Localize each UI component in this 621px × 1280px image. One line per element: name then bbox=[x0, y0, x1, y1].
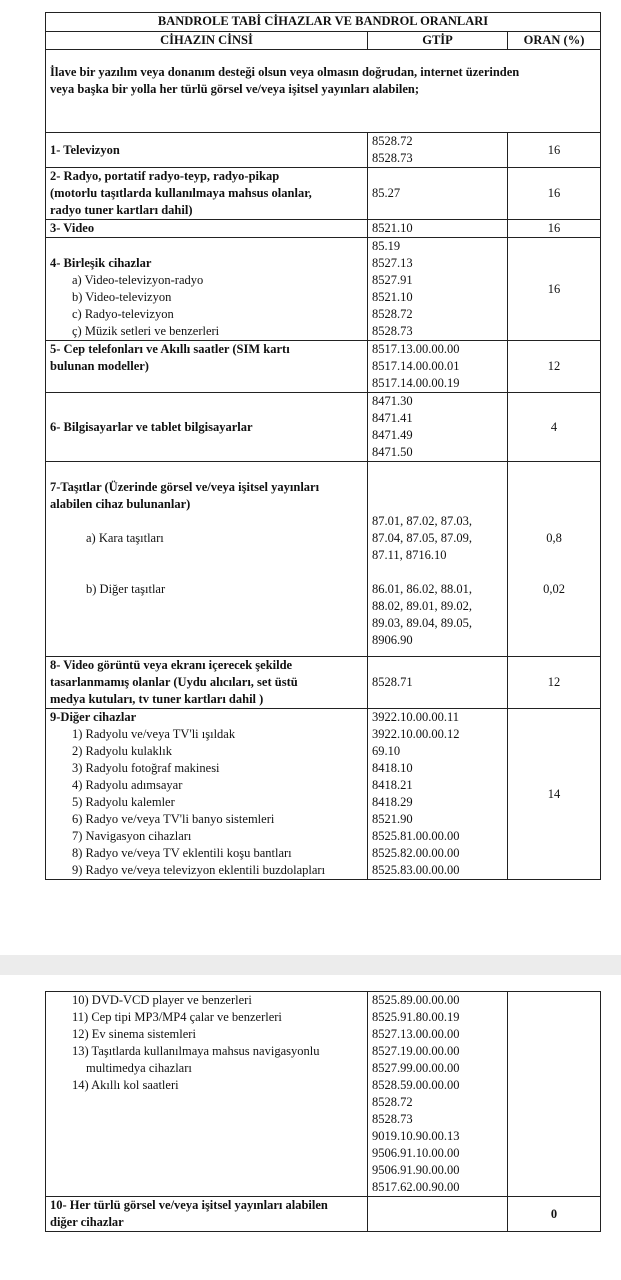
tariff-table-continued bbox=[45, 991, 601, 1232]
name-line: (motorlu taşıtlarda kullanılmaya mahsus olanlar, bbox=[50, 186, 312, 200]
gtip-code: 8528.72 bbox=[372, 1095, 413, 1109]
name-line: radyo tuner kartları dahil) bbox=[50, 203, 193, 217]
gtip-code: 8517.14.00.00.01 bbox=[372, 359, 460, 373]
list-item: 12) Ev sinema sistemleri bbox=[72, 1027, 196, 1041]
intro-row bbox=[46, 50, 601, 133]
intro-text bbox=[46, 50, 601, 133]
row-8-name bbox=[46, 657, 368, 709]
gtip-code: 8418.10 bbox=[372, 761, 413, 775]
row-1-rate: 16 bbox=[508, 133, 601, 168]
list-item: 2) Radyolu kulaklık bbox=[72, 744, 172, 758]
row-9-continued-gtip bbox=[368, 992, 508, 1197]
gtip-code: 8471.41 bbox=[372, 411, 413, 425]
row-8-rate: 12 bbox=[508, 657, 601, 709]
row-10-gtip bbox=[368, 1197, 508, 1232]
row-9-gtip bbox=[368, 709, 508, 880]
table-row bbox=[46, 393, 601, 462]
row-6-name: 6- Bilgisayarlar ve tablet bilgisayarlar bbox=[46, 393, 368, 462]
gtip-code: 8471.49 bbox=[372, 428, 413, 442]
table-row bbox=[46, 462, 601, 657]
row-6-rate: 4 bbox=[508, 393, 601, 462]
row-2-name bbox=[46, 168, 368, 220]
row-1-name: 1- Televizyon bbox=[46, 133, 368, 168]
gtip-code: 3922.10.00.00.11 bbox=[372, 710, 460, 724]
list-item: a) Video-televizyon-radyo bbox=[72, 273, 204, 287]
name-line: 5- Cep telefonları ve Akıllı saatler (SIM kartı bbox=[50, 342, 290, 356]
row-9-continued-rate bbox=[508, 992, 601, 1197]
row-9-continued-name bbox=[46, 992, 368, 1197]
gtip-code: 8528.73 bbox=[372, 151, 413, 165]
sub-item-land-vehicles: a) Kara taşıtları bbox=[86, 531, 164, 545]
gtip-code: 8527.91 bbox=[372, 273, 413, 287]
gtip-code: 8527.13.00.00.00 bbox=[372, 1027, 460, 1041]
row-5-rate: 12 bbox=[508, 341, 601, 393]
gtip-code: 8517.14.00.00.19 bbox=[372, 376, 460, 390]
table-row bbox=[46, 238, 601, 341]
name-line: bulunan modeller) bbox=[50, 359, 149, 373]
gtip-code: 8528.72 bbox=[372, 134, 413, 148]
row-9-name bbox=[46, 709, 368, 880]
row-6-gtip bbox=[368, 393, 508, 462]
gtip-code: 8528.73 bbox=[372, 324, 413, 338]
gtip-code: 8525.89.00.00.00 bbox=[372, 993, 460, 1007]
table-row bbox=[46, 168, 601, 220]
gtip-code: 8527.19.00.00.00 bbox=[372, 1044, 460, 1058]
list-item: 11) Cep tipi MP3/MP4 çalar ve benzerleri bbox=[72, 1010, 282, 1024]
name-line: 7-Taşıtlar (Üzerinde görsel ve/veya işitsel yayınları bbox=[50, 480, 320, 494]
row-5-name bbox=[46, 341, 368, 393]
table-row bbox=[46, 657, 601, 709]
table-row bbox=[46, 709, 601, 880]
name-line: 10- Her türlü görsel ve/veya işitsel yayınları alabilen bbox=[50, 1198, 328, 1212]
table-title-row bbox=[46, 13, 601, 32]
list-item: 3) Radyolu fotoğraf makinesi bbox=[72, 761, 220, 775]
name-line: tasarlanmamış olanlar (Uydu alıcıları, set üstü bbox=[50, 675, 298, 689]
name-line: medya kutuları, tv tuner kartları dahil ) bbox=[50, 692, 264, 706]
row-8-gtip: 8528.71 bbox=[368, 657, 508, 709]
row-7-gtip bbox=[368, 462, 508, 657]
gtip-code: 8521.90 bbox=[372, 812, 413, 826]
gtip-code: 86.01, 86.02, 88.01, bbox=[372, 582, 472, 596]
list-item: c) Radyo-televizyon bbox=[72, 307, 174, 321]
gtip-code: 8471.30 bbox=[372, 394, 413, 408]
name-line: 9-Diğer cihazlar bbox=[50, 710, 137, 724]
row-10-name bbox=[46, 1197, 368, 1232]
gtip-code: 8521.10 bbox=[372, 290, 413, 304]
gtip-code: 88.02, 89.01, 89.02, bbox=[372, 599, 472, 613]
row-9-rate: 14 bbox=[508, 709, 601, 880]
spacer bbox=[50, 598, 363, 656]
gtip-code: 8525.82.00.00.00 bbox=[372, 846, 460, 860]
row-7-rate bbox=[508, 462, 601, 657]
gtip-code: 8525.91.80.00.19 bbox=[372, 1010, 460, 1024]
table-row bbox=[46, 1197, 601, 1232]
list-item: multimedya cihazları bbox=[86, 1061, 192, 1075]
name-line: 8- Video görüntü veya ekranı içerecek şekilde bbox=[50, 658, 293, 672]
list-item: ç) Müzik setleri ve benzerleri bbox=[72, 324, 220, 338]
gtip-code: 8418.29 bbox=[372, 795, 413, 809]
gtip-code: 8527.13 bbox=[372, 256, 413, 270]
gtip-code: 8528.59.00.00.00 bbox=[372, 1078, 460, 1092]
gtip-code: 69.10 bbox=[372, 744, 401, 758]
row-3-gtip: 8521.10 bbox=[368, 220, 508, 238]
row-5-gtip bbox=[368, 341, 508, 393]
header-gtip: GTİP bbox=[368, 32, 508, 50]
row-3-name: 3- Video bbox=[46, 220, 368, 238]
intro-line: veya başka bir yolla her türlü görsel ve/veya işitsel yayınları alabilen; bbox=[50, 82, 419, 96]
name-line: diğer cihazlar bbox=[50, 1215, 124, 1229]
row-1-gtip bbox=[368, 133, 508, 168]
list-item: 14) Akıllı kol saatleri bbox=[72, 1078, 179, 1092]
row-7-name bbox=[46, 462, 368, 657]
list-item: 7) Navigasyon cihazları bbox=[72, 829, 192, 843]
gtip-code: 8525.81.00.00.00 bbox=[372, 829, 460, 843]
rate-other-vehicles: 0,02 bbox=[543, 582, 565, 596]
gtip-code: 8525.83.00.00.00 bbox=[372, 863, 460, 877]
tariff-table bbox=[45, 12, 601, 880]
table-row bbox=[46, 220, 601, 238]
row-4-name bbox=[46, 238, 368, 341]
row-2-gtip: 85.27 bbox=[368, 168, 508, 220]
header-device-type: CİHAZIN CİNSİ bbox=[46, 32, 368, 50]
table-title: BANDROLE TABİ CİHAZLAR VE BANDROL ORANLARI bbox=[46, 13, 601, 32]
gtip-code: 9506.91.10.00.00 bbox=[372, 1146, 460, 1160]
name-line: 4- Birleşik cihazlar bbox=[50, 256, 152, 270]
gtip-code: 3922.10.00.00.12 bbox=[372, 727, 460, 741]
name-line: 2- Radyo, portatif radyo-teyp, radyo-pikap bbox=[50, 169, 280, 183]
gtip-code: 8517.62.00.90.00 bbox=[372, 1180, 460, 1194]
gtip-code: 8471.50 bbox=[372, 445, 413, 459]
header-rate: ORAN (%) bbox=[508, 32, 601, 50]
list-item: 1) Radyolu ve/veya TV'li ışıldak bbox=[72, 727, 236, 741]
rate-land-vehicles: 0,8 bbox=[546, 531, 562, 545]
list-item: 4) Radyolu adımsayar bbox=[72, 778, 183, 792]
table-row bbox=[46, 133, 601, 168]
gtip-code: 89.03, 89.04, 89.05, bbox=[372, 616, 472, 630]
gtip-code: 85.19 bbox=[372, 239, 401, 253]
table-header-row bbox=[46, 32, 601, 50]
sub-item-other-vehicles: b) Diğer taşıtlar bbox=[86, 582, 166, 596]
list-item: 9) Radyo ve/veya televizyon eklentili buzdolapları bbox=[72, 863, 326, 877]
gtip-code: 9506.91.90.00.00 bbox=[372, 1163, 460, 1177]
gtip-code: 87.04, 87.05, 87.09, bbox=[372, 531, 472, 545]
row-4-gtip bbox=[368, 238, 508, 341]
row-4-rate: 16 bbox=[508, 238, 601, 341]
table-row bbox=[46, 992, 601, 1197]
list-item: 10) DVD-VCD player ve benzerleri bbox=[72, 993, 252, 1007]
gtip-code: 8517.13.00.00.00 bbox=[372, 342, 460, 356]
gtip-code: 8528.73 bbox=[372, 1112, 413, 1126]
gtip-code: 8528.72 bbox=[372, 307, 413, 321]
list-item: 5) Radyolu kalemler bbox=[72, 795, 175, 809]
gtip-code: 8906.90 bbox=[372, 633, 413, 647]
list-item: b) Video-televizyon bbox=[72, 290, 172, 304]
gtip-code: 8527.99.00.00.00 bbox=[372, 1061, 460, 1075]
gtip-code: 87.01, 87.02, 87.03, bbox=[372, 514, 472, 528]
list-item: 13) Taşıtlarda kullanılmaya mahsus navigasyonlu bbox=[72, 1044, 320, 1058]
name-line: alabilen cihaz bulunanlar) bbox=[50, 497, 191, 511]
row-2-rate: 16 bbox=[508, 168, 601, 220]
row-3-rate: 16 bbox=[508, 220, 601, 238]
row-10-rate: 0 bbox=[508, 1197, 601, 1232]
intro-line: İlave bir yazılım veya donanım desteği olsun veya olmasın doğrudan, internet üzerinden bbox=[50, 65, 520, 79]
document-page-2 bbox=[0, 975, 621, 1280]
list-item: 8) Radyo ve/veya TV eklentili koşu bantları bbox=[72, 846, 292, 860]
gtip-code: 8418.21 bbox=[372, 778, 413, 792]
list-item: 6) Radyo ve/veya TV'li banyo sistemleri bbox=[72, 812, 275, 826]
gtip-code: 87.11, 8716.10 bbox=[372, 548, 447, 562]
gtip-code: 9019.10.90.00.13 bbox=[372, 1129, 460, 1143]
table-row bbox=[46, 341, 601, 393]
